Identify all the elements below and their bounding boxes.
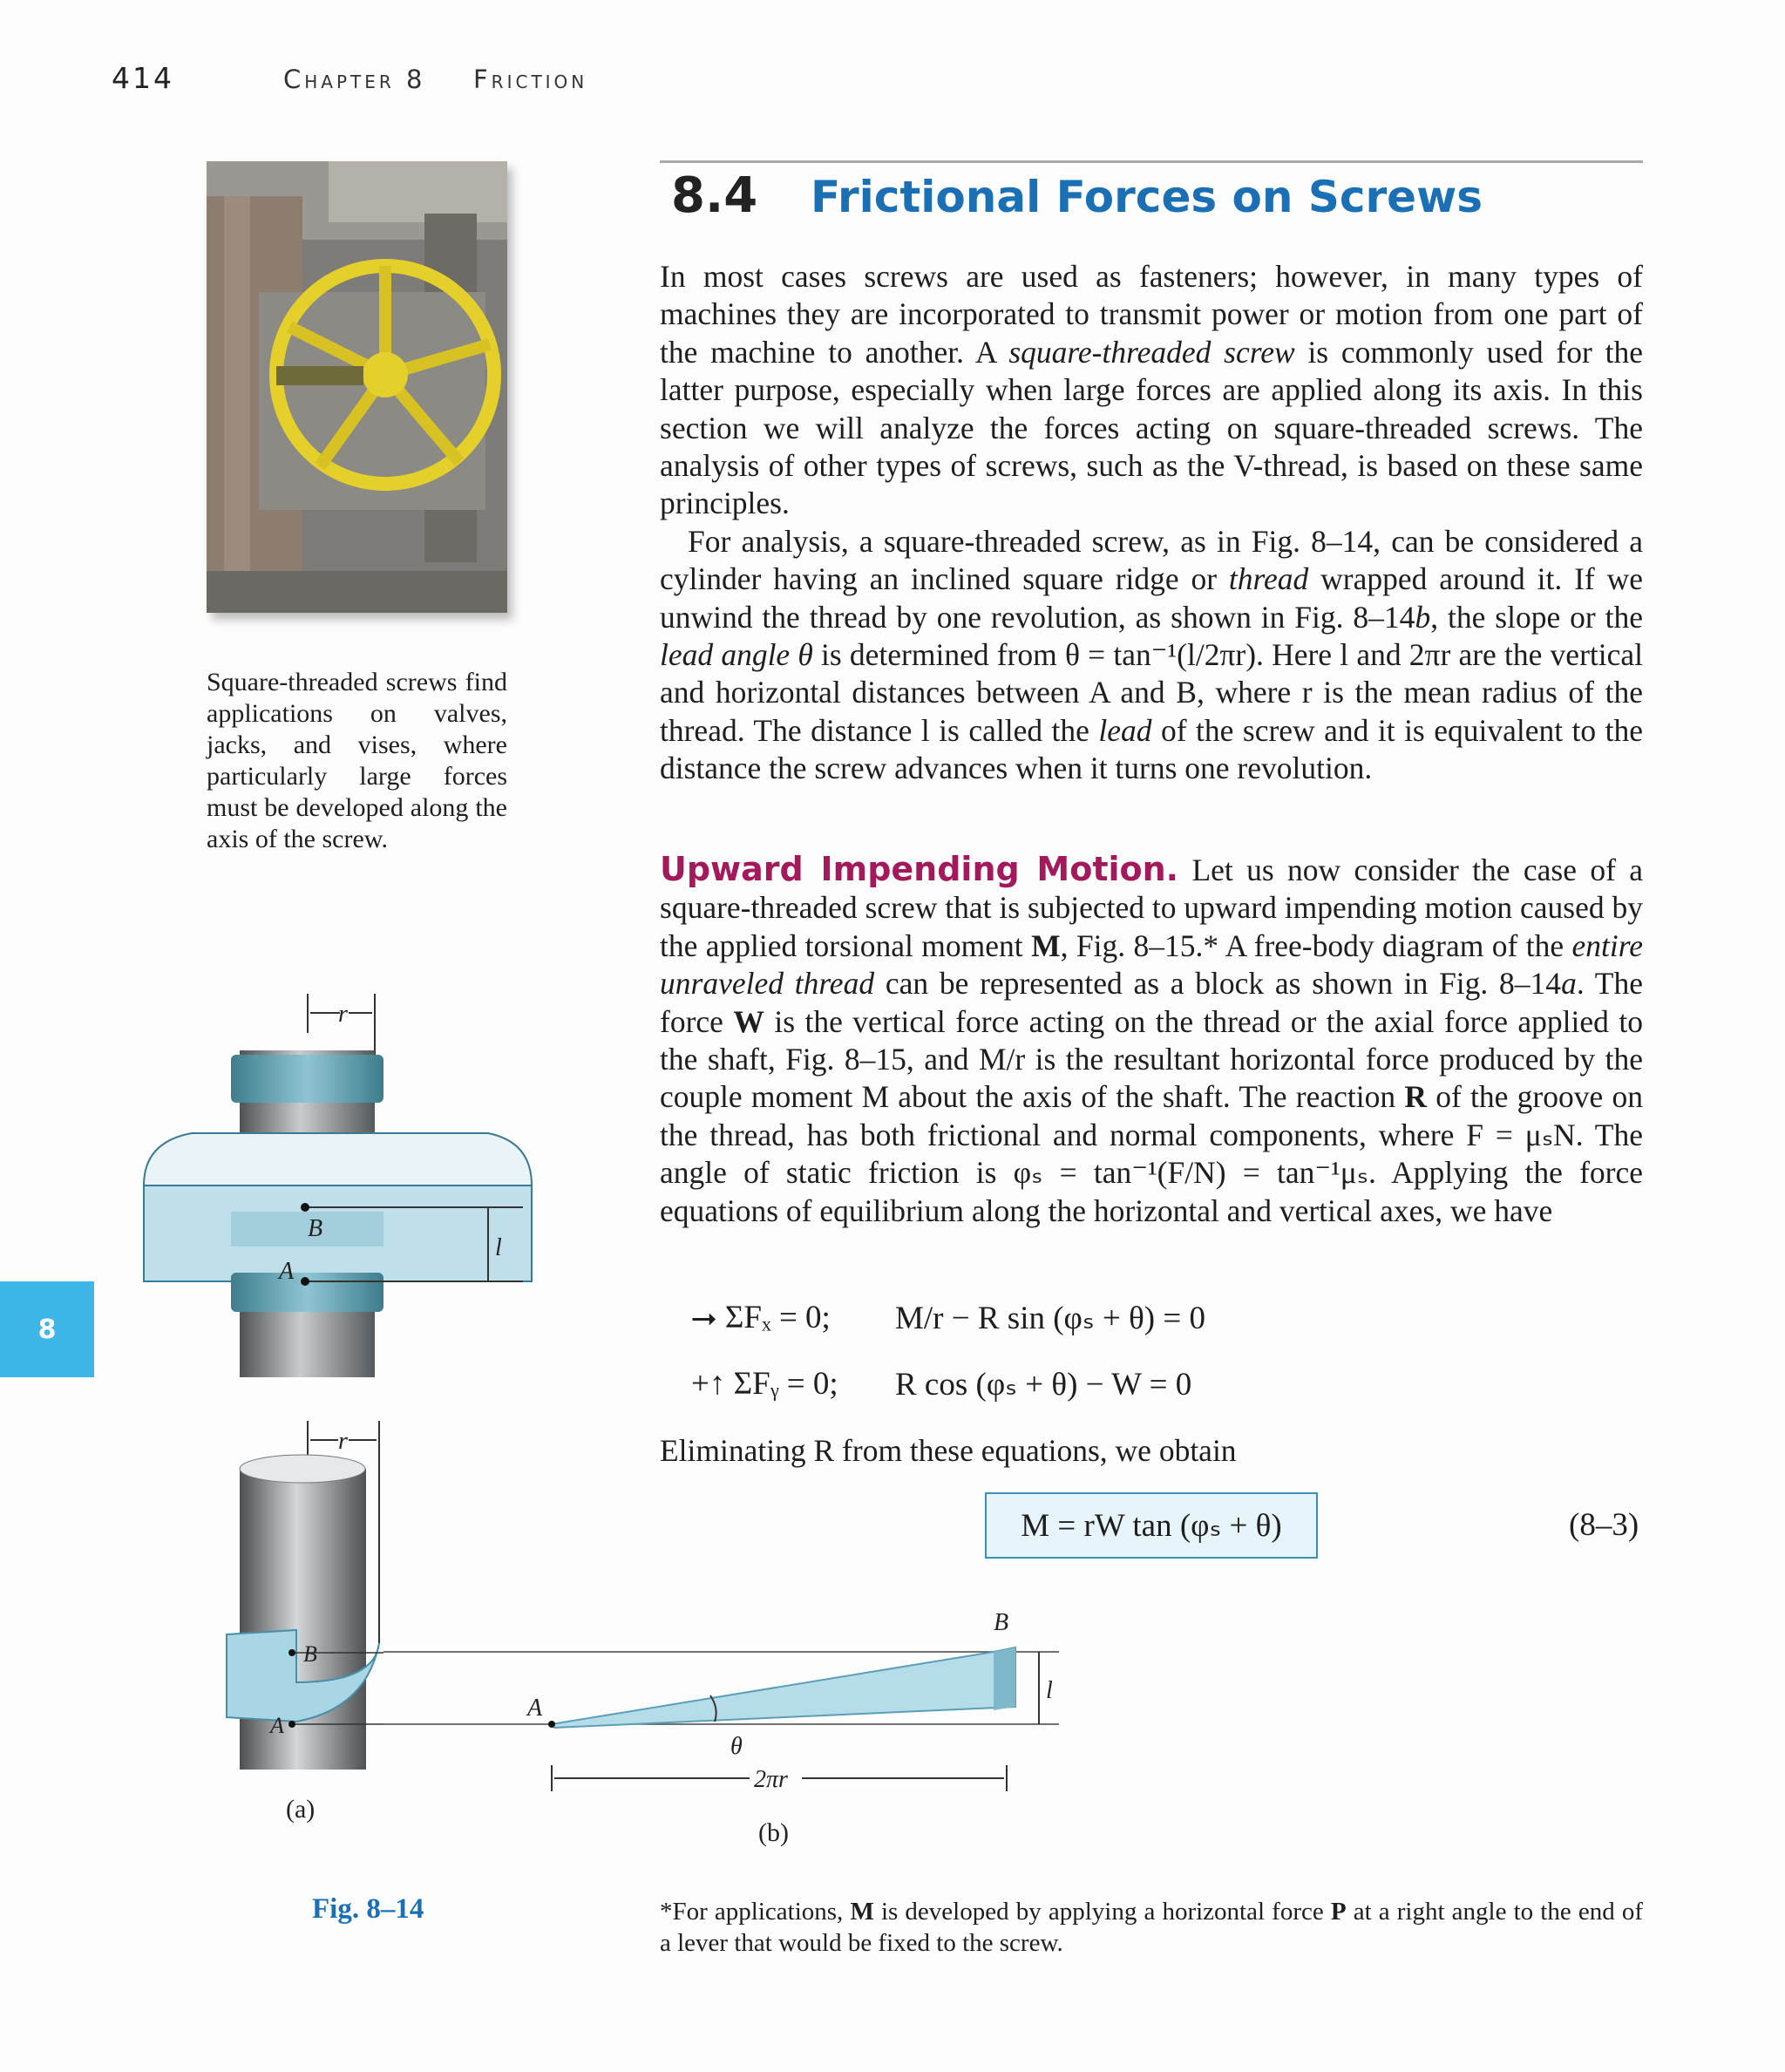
intro-paragraphs [660,258,1643,788]
running-head-chapter: Chapter 8 [283,65,426,94]
equation-2-label: +↑ ΣFᵧ = 0; [691,1366,838,1402]
subsection-title: Upward Impending Motion. [660,850,1179,888]
dimension-r-lower: r [338,1428,348,1455]
figure-label: Fig. 8–14 [312,1893,424,1925]
figure-caption-b: (b) [758,1818,789,1847]
valve-wheel-photo [207,161,507,613]
footnote: *For applications, M is developed by applying a horizontal force P at a right angle to the end of a lever that would be fixed to the screw. [660,1898,1643,1957]
figure-nut-drawing [139,994,540,1377]
dimension-l-wedge: l [1046,1677,1053,1704]
point-A-lower: A [270,1713,284,1738]
paragraph-1: In most cases screws are used as fasteners; however, in many types of machines they are incorporated to transmit power or motion from one part of the machine to another. A square-threaded screw is commonly used for the latter purpose, especially when large forces are applied along its axis. In this section we will analyze the forces acting on square-threaded screws. The analysis of other types of screws, such as the V-thread, is based on these same principles. [660,259,1643,521]
dimension-2-pi-r: 2πr [754,1766,788,1793]
equation-1: M/r − R sin (φₛ + θ) = 0 [895,1301,1205,1336]
upward-motion-paragraph: Upward Impending Motion. Let us now consider the case of a square-threaded screw that is subjected to upward impending motion caused by the applied torsional moment M, Fig. 8–15.* A free-body diagram of the entire unraveled thread can be represented as a block as shown in Fig. 8–14a. The force W is the vertical force acting on the thread or the axial force applied to the shaft, Fig. 8–15, and M/r is the resultant horizontal force produced by the couple moment M about the axis of the shaft. The reaction R of the groove on the thread, has both frictional and normal components, where F = μₛN. The angle of static friction is φₛ = tan⁻¹(F/N) = tan⁻¹μₛ. Applying the force equations of equilibrium along the horizontal and vertical axes, we have [660,850,1644,1228]
point-B-upper: B [308,1215,323,1242]
boxed-equation [985,1492,1318,1559]
chapter-tab[interactable]: 8 [0,1281,94,1377]
dimension-l-upper: l [495,1234,502,1261]
point-A-wedge: A [527,1695,543,1722]
page-number: 414 [112,61,174,95]
paragraph-2: For analysis, a square-threaded screw, as in Fig. 8–14, can be considered a cylinder having an inclined square ridge or thread wrapped around it. If we unwind the thread by one revolution, as shown in Fig. 8–14b, the slope or the lead angle θ is determined from θ = tan⁻¹(l/2πr). Here l and 2πr are the vertical and horizontal distances between A and B, where r is the mean radius of the thread. The distance l is called the lead of the screw and it is equivalent to the distance the screw advances when it turns one revolution. [660,523,1644,786]
figure-unwound-thread [383,1604,1072,1857]
equation-2: R cos (φₛ + θ) − W = 0 [895,1367,1192,1403]
section-number: 8.4 [671,167,758,224]
section-rule [660,160,1643,163]
boxed-equation-text: M = rW tan (φₛ + θ) [1021,1508,1282,1544]
running-head-section: Friction [473,65,588,94]
elimination-sentence: Eliminating R from these equations, we obtain [660,1433,1237,1468]
point-B-lower: B [303,1641,317,1667]
equation-1-label: ⭢ ΣFₓ = 0; [691,1300,831,1335]
lead-angle-theta: θ [730,1733,743,1760]
point-B-wedge: B [994,1609,1009,1636]
dimension-r-upper: r [338,1001,348,1028]
point-A-upper: A [279,1258,295,1285]
figure-caption-a: (a) [286,1795,316,1824]
photo-caption: Square-threaded screws find applications on valves, jacks, and vises, where particularly large forces must be developed along the axis of the screw. [207,668,507,853]
equation-number: (8–3) [1569,1507,1639,1543]
section-title: Frictional Forces on Screws [811,172,1483,222]
